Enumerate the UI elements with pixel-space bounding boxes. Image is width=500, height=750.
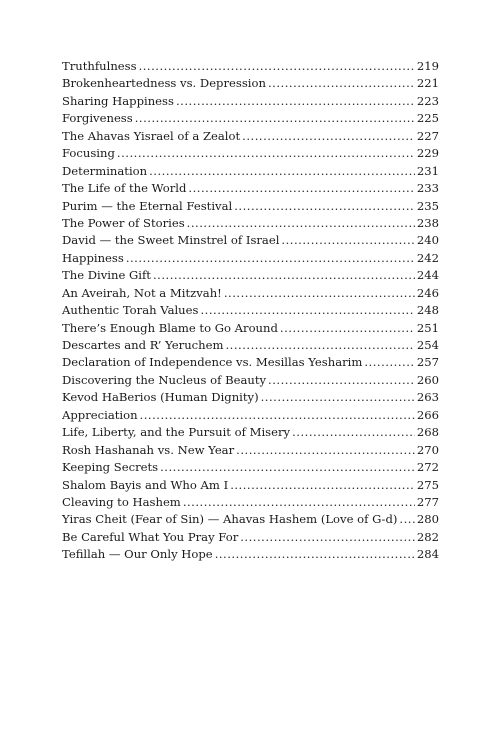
- toc-entry: [62, 424, 439, 441]
- toc-entry: [62, 477, 439, 494]
- toc-entry: [62, 285, 439, 302]
- toc-entry-title: Brokenheartedness vs. Depression: [62, 76, 266, 91]
- toc-entry: [62, 320, 439, 337]
- toc-entry-title: Descartes and R’ Yeruchem: [62, 338, 224, 352]
- toc-entry: [62, 58, 439, 75]
- toc-entry: [62, 180, 439, 197]
- toc-dot-leader: [281, 232, 414, 249]
- toc-dot-leader: [160, 459, 415, 476]
- toc-entry-page: 284: [416, 547, 439, 562]
- toc-entry-title: Focusing: [62, 146, 115, 161]
- toc-dot-leader: [140, 407, 415, 424]
- toc-entry-title: Tefillah — Our Only Hope: [62, 547, 213, 562]
- toc-entry: [62, 232, 439, 249]
- toc-entry-title: Truthfulness: [62, 59, 137, 73]
- toc-dot-leader: [224, 285, 415, 302]
- toc-dot-leader: [234, 198, 415, 215]
- toc-entry-title: Sharing Happiness: [62, 93, 174, 108]
- toc-entry-page: 225: [416, 111, 439, 126]
- toc-dot-leader: [268, 372, 415, 389]
- toc-entry-page: 233: [416, 181, 439, 196]
- toc-entry-title: Kevod HaBerios (Human Dignity): [62, 390, 259, 405]
- toc-entry-title: An Aveirah, Not a Mitzvah!: [62, 285, 222, 300]
- toc-entry-title: Discovering the Nucleus of Beauty: [62, 372, 267, 387]
- toc-dot-leader: [280, 320, 415, 337]
- toc-entry-title: Declaration of Independence vs. Mesillas Yesharim: [62, 355, 363, 370]
- toc-entry-page: 219: [416, 59, 439, 73]
- toc-entry-page: 242: [416, 250, 439, 265]
- toc-entry-title: Appreciation: [62, 407, 138, 422]
- toc-entry-page: 277: [416, 494, 439, 509]
- toc-entry-title: The Power of Stories: [62, 215, 185, 230]
- toc-entry-title: David — the Sweet Minstrel of Israel: [62, 233, 280, 248]
- toc-entry-page: 254: [416, 338, 439, 352]
- toc-entry: [62, 163, 439, 180]
- toc-entry-title: Be Careful What You Pray For: [62, 529, 239, 544]
- toc-entry: [62, 215, 439, 232]
- toc-entry-title: The Life of the World: [62, 181, 187, 196]
- toc-entry-title: There’s Enough Blame to Go Around: [62, 320, 278, 335]
- toc-entry-title: Happiness: [62, 250, 124, 265]
- toc-entry-page: 260: [416, 372, 439, 387]
- toc-dot-leader: [135, 110, 415, 127]
- toc-entry-title: Yiras Cheit (Fear of Sin) — Ahavas Hashem (Love of G-d): [62, 512, 398, 527]
- toc-entry-title: Purim — the Eternal Festival: [62, 198, 233, 213]
- toc-entry: [62, 372, 439, 389]
- toc-dot-leader: [126, 250, 415, 267]
- toc-entry-page: 280: [416, 512, 439, 527]
- toc-entry-title: Life, Liberty, and the Pursuit of Misery: [62, 425, 291, 440]
- toc-entry-title: Forgiveness: [62, 111, 133, 126]
- toc-dot-leader: [200, 302, 414, 319]
- toc-entry: [62, 267, 439, 284]
- toc-entry: [62, 529, 439, 546]
- toc-entry-page: 248: [416, 303, 439, 318]
- toc-entry: [62, 389, 439, 406]
- toc-entry-title: Shalom Bayis and Who Am I: [62, 477, 229, 492]
- toc-entry: [62, 442, 439, 459]
- toc-entry-page: 266: [416, 407, 439, 422]
- toc-entry-page: 270: [416, 442, 439, 457]
- toc-entry-page: 251: [416, 320, 439, 335]
- toc-entry: [62, 407, 439, 424]
- toc-dot-leader: [292, 424, 415, 441]
- toc-entry: [62, 145, 439, 162]
- toc-dot-leader: [230, 477, 415, 494]
- toc-dot-leader: [117, 145, 415, 162]
- toc-entry-page: 240: [416, 233, 439, 248]
- toc-dot-leader: [242, 128, 415, 145]
- toc-entry: [62, 494, 439, 511]
- toc-entry: [62, 546, 439, 563]
- toc-entry: [62, 250, 439, 267]
- toc-dot-leader: [187, 215, 415, 232]
- toc-entry: [62, 75, 439, 92]
- toc-entry-page: 282: [416, 529, 439, 544]
- toc-entry-title: Cleaving to Hashem: [62, 494, 181, 509]
- toc-dot-leader: [240, 529, 415, 546]
- table-of-contents: [62, 58, 439, 564]
- toc-entry-page: 263: [416, 390, 439, 405]
- toc-dot-leader: [153, 267, 415, 284]
- toc-entry: [62, 110, 439, 127]
- toc-entry-title: Authentic Torah Values: [62, 303, 199, 318]
- toc-dot-leader: [139, 58, 415, 75]
- toc-dot-leader: [188, 180, 414, 197]
- toc-entry-page: 244: [416, 268, 439, 283]
- toc-entry-page: 275: [416, 477, 439, 492]
- toc-entry-page: 227: [416, 128, 439, 143]
- toc-entry-page: 268: [416, 425, 439, 440]
- toc-dot-leader: [226, 337, 415, 354]
- toc-entry-page: 223: [416, 93, 439, 108]
- toc-entry-title: The Divine Gift: [62, 268, 151, 283]
- toc-entry: [62, 302, 439, 319]
- toc-dot-leader: [215, 546, 415, 563]
- toc-entry-page: 235: [416, 198, 439, 213]
- toc-entry: [62, 337, 439, 354]
- toc-entry-page: 238: [416, 215, 439, 230]
- toc-entry-title: Keeping Secrets: [62, 460, 159, 475]
- toc-entry-page: 231: [416, 163, 439, 178]
- toc-dot-leader: [261, 389, 415, 406]
- toc-entry: [62, 459, 439, 476]
- toc-entry-title: The Ahavas Yisrael of a Zealot: [62, 128, 241, 143]
- toc-entry: [62, 511, 439, 528]
- toc-dot-leader: [183, 494, 415, 511]
- toc-entry: [62, 354, 439, 371]
- toc-dot-leader: [268, 75, 415, 92]
- toc-dot-leader: [149, 163, 415, 180]
- toc-dot-leader: [236, 442, 415, 459]
- toc-entry: [62, 93, 439, 110]
- toc-entry: [62, 198, 439, 215]
- toc-entry-page: 246: [416, 285, 439, 300]
- toc-entry-page: 272: [416, 460, 439, 475]
- toc-entry-page: 229: [416, 146, 439, 161]
- toc-dot-leader: [399, 511, 414, 528]
- toc-entry-title: Determination: [62, 163, 148, 178]
- toc-entry: [62, 128, 439, 145]
- toc-dot-leader: [364, 354, 415, 371]
- toc-entry-page: 221: [416, 76, 439, 91]
- toc-dot-leader: [176, 93, 415, 110]
- toc-entry-title: Rosh Hashanah vs. New Year: [62, 442, 235, 457]
- toc-entry-page: 257: [416, 355, 439, 370]
